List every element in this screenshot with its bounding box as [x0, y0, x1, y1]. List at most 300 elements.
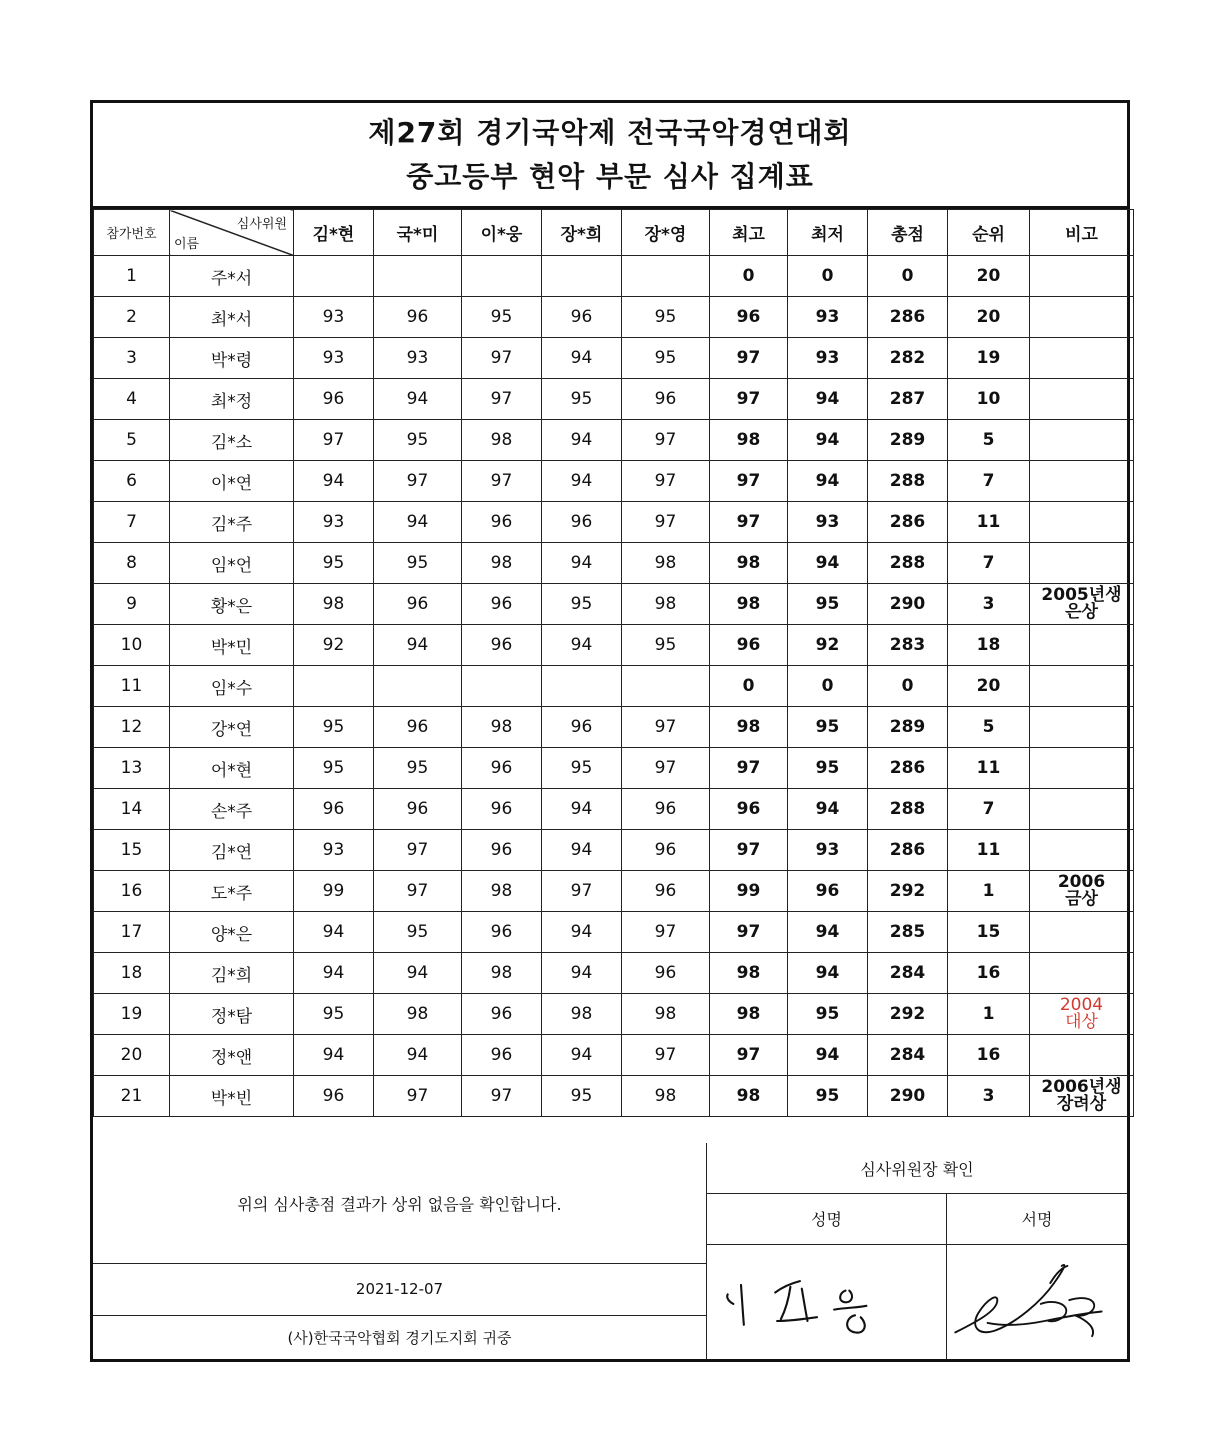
min-score: 94 — [788, 461, 868, 502]
rank: 20 — [948, 297, 1030, 338]
contestant-name: 김*연 — [170, 830, 294, 871]
note — [1030, 256, 1134, 297]
note — [1030, 338, 1134, 379]
note — [1030, 994, 1134, 1035]
header-note: 비고 — [1030, 210, 1134, 256]
contestant-name: 이*연 — [170, 461, 294, 502]
note-line-2: 장려상 — [1056, 1094, 1107, 1114]
judge-score: 96 — [542, 502, 622, 543]
judge-score: 93 — [294, 338, 374, 379]
contestant-name: 김*주 — [170, 502, 294, 543]
total-score: 288 — [868, 461, 948, 502]
total-score: 292 — [868, 994, 948, 1035]
rank: 10 — [948, 379, 1030, 420]
judge-score: 95 — [542, 1076, 622, 1117]
judge-score: 96 — [462, 830, 542, 871]
max-score: 96 — [710, 625, 788, 666]
total-score: 287 — [868, 379, 948, 420]
judge-score: 96 — [542, 297, 622, 338]
judge-score — [462, 666, 542, 707]
max-score: 98 — [710, 584, 788, 625]
judge-score: 94 — [294, 461, 374, 502]
min-score: 94 — [788, 379, 868, 420]
name-label: 성명 — [707, 1193, 947, 1245]
judge-score — [374, 256, 462, 297]
max-score: 97 — [710, 1035, 788, 1076]
note-line-2: 은상 — [1065, 602, 1098, 622]
judge-score: 95 — [622, 338, 710, 379]
max-score: 97 — [710, 379, 788, 420]
max-score: 97 — [710, 748, 788, 789]
judge-score: 95 — [622, 297, 710, 338]
chair-confirm: 심사위원장 확인 — [707, 1143, 1127, 1194]
judge-score: 95 — [294, 543, 374, 584]
judge-score: 96 — [462, 625, 542, 666]
judge-score: 97 — [462, 338, 542, 379]
entry-number: 13 — [94, 748, 170, 789]
max-score: 97 — [710, 461, 788, 502]
note — [1030, 625, 1134, 666]
judge-score: 96 — [462, 502, 542, 543]
judge-score: 97 — [622, 912, 710, 953]
judge-score: 96 — [462, 994, 542, 1035]
judge-score: 97 — [622, 707, 710, 748]
judge-score: 97 — [622, 461, 710, 502]
judge-score: 94 — [542, 543, 622, 584]
judge-score: 97 — [622, 748, 710, 789]
score-table — [93, 209, 1134, 1117]
header-rank: 순위 — [948, 210, 1030, 256]
min-score: 93 — [788, 297, 868, 338]
signature — [947, 1245, 1127, 1359]
judge-score: 94 — [542, 912, 622, 953]
contestant-name: 박*령 — [170, 338, 294, 379]
contestant-name: 김*희 — [170, 953, 294, 994]
contestant-name: 최*정 — [170, 379, 294, 420]
table-row — [94, 666, 1134, 707]
table-row — [94, 707, 1134, 748]
contestant-name: 임*수 — [170, 666, 294, 707]
judge-score: 97 — [462, 379, 542, 420]
judge-score: 95 — [374, 543, 462, 584]
table-row — [94, 584, 1134, 625]
rank: 20 — [948, 666, 1030, 707]
total-score: 0 — [868, 666, 948, 707]
footer-right — [707, 1143, 1127, 1359]
judge-score: 96 — [294, 1076, 374, 1117]
score-rows — [94, 256, 1134, 1117]
min-score: 94 — [788, 543, 868, 584]
contestant-name: 임*언 — [170, 543, 294, 584]
handwritten-name — [707, 1245, 947, 1359]
judge-score: 97 — [542, 871, 622, 912]
judge-score — [622, 666, 710, 707]
judge-score: 97 — [294, 420, 374, 461]
judge-score: 95 — [294, 748, 374, 789]
judge-score: 96 — [374, 707, 462, 748]
judge-score: 98 — [462, 953, 542, 994]
table-row — [94, 379, 1134, 420]
judge-score: 98 — [622, 994, 710, 1035]
note — [1030, 584, 1134, 625]
note — [1030, 871, 1134, 912]
total-score: 288 — [868, 543, 948, 584]
max-score: 96 — [710, 789, 788, 830]
rank: 15 — [948, 912, 1030, 953]
header-name-label: 이름 — [174, 237, 200, 252]
min-score: 96 — [788, 871, 868, 912]
footer-left — [93, 1143, 707, 1359]
note — [1030, 502, 1134, 543]
rank: 3 — [948, 584, 1030, 625]
rank: 3 — [948, 1076, 1030, 1117]
rank: 11 — [948, 748, 1030, 789]
table-row — [94, 543, 1134, 584]
rank: 5 — [948, 420, 1030, 461]
judge-score: 97 — [374, 1076, 462, 1117]
judge-score — [622, 256, 710, 297]
table-row — [94, 420, 1134, 461]
table-row — [94, 830, 1134, 871]
table-row — [94, 748, 1134, 789]
judge-score: 94 — [542, 830, 622, 871]
judge-score: 95 — [374, 912, 462, 953]
table-row — [94, 338, 1134, 379]
judge-score: 94 — [374, 625, 462, 666]
table-row — [94, 994, 1134, 1035]
judge-score: 97 — [374, 461, 462, 502]
judge-score: 94 — [294, 912, 374, 953]
judge-score: 97 — [622, 420, 710, 461]
entry-number: 5 — [94, 420, 170, 461]
note-line-2: 대상 — [1065, 1012, 1098, 1032]
max-score: 98 — [710, 953, 788, 994]
rank: 11 — [948, 502, 1030, 543]
min-score: 95 — [788, 707, 868, 748]
min-score: 94 — [788, 912, 868, 953]
min-score: 95 — [788, 1076, 868, 1117]
note — [1030, 830, 1134, 871]
judge-score: 93 — [374, 338, 462, 379]
judge-score: 94 — [374, 379, 462, 420]
entry-number: 21 — [94, 1076, 170, 1117]
table-row — [94, 1035, 1134, 1076]
judge-score: 98 — [622, 1076, 710, 1117]
judge-score: 94 — [374, 953, 462, 994]
judge-score: 96 — [622, 830, 710, 871]
contestant-name: 황*은 — [170, 584, 294, 625]
judge-score: 96 — [294, 789, 374, 830]
note — [1030, 297, 1134, 338]
total-score: 284 — [868, 953, 948, 994]
judge-score: 97 — [622, 502, 710, 543]
judge-score: 96 — [462, 912, 542, 953]
contestant-name: 정*앤 — [170, 1035, 294, 1076]
judge-score: 95 — [374, 420, 462, 461]
judge-score: 94 — [542, 461, 622, 502]
header-total: 총점 — [868, 210, 948, 256]
contestant-name: 최*서 — [170, 297, 294, 338]
header-judge-name — [170, 210, 294, 256]
footer — [93, 1143, 1127, 1359]
table-row — [94, 502, 1134, 543]
header-num: 참가번호 — [94, 210, 170, 256]
max-score: 98 — [710, 543, 788, 584]
judge-score: 96 — [622, 789, 710, 830]
note — [1030, 953, 1134, 994]
note — [1030, 666, 1134, 707]
total-score: 288 — [868, 789, 948, 830]
min-score: 94 — [788, 789, 868, 830]
rank: 7 — [948, 543, 1030, 584]
judge-score — [294, 256, 374, 297]
entry-number: 9 — [94, 584, 170, 625]
header-max: 최고 — [710, 210, 788, 256]
judge-score: 97 — [462, 461, 542, 502]
note — [1030, 420, 1134, 461]
judge-score: 95 — [374, 748, 462, 789]
header-judge: 김*현 — [294, 210, 374, 256]
rank: 1 — [948, 871, 1030, 912]
min-score: 93 — [788, 830, 868, 871]
rank: 11 — [948, 830, 1030, 871]
rank: 7 — [948, 461, 1030, 502]
header-judge: 장*영 — [622, 210, 710, 256]
min-score: 94 — [788, 420, 868, 461]
judge-score: 93 — [294, 297, 374, 338]
total-score: 282 — [868, 338, 948, 379]
min-score: 93 — [788, 502, 868, 543]
confirm-text: 위의 심사총점 결과가 상위 없음을 확인합니다. — [93, 1143, 706, 1264]
total-score: 289 — [868, 707, 948, 748]
entry-number: 17 — [94, 912, 170, 953]
header-min: 최저 — [788, 210, 868, 256]
judge-score: 96 — [294, 379, 374, 420]
header-judges-label: 심사위원 — [236, 217, 287, 232]
contestant-name: 박*민 — [170, 625, 294, 666]
min-score: 94 — [788, 953, 868, 994]
header-judge: 국*미 — [374, 210, 462, 256]
judge-score: 94 — [374, 502, 462, 543]
max-score: 97 — [710, 338, 788, 379]
judge-score: 94 — [294, 953, 374, 994]
judge-score — [374, 666, 462, 707]
entry-number: 11 — [94, 666, 170, 707]
contestant-name: 도*주 — [170, 871, 294, 912]
min-score: 0 — [788, 256, 868, 297]
max-score: 97 — [710, 830, 788, 871]
entry-number: 20 — [94, 1035, 170, 1076]
total-score: 286 — [868, 502, 948, 543]
header-row — [94, 210, 1134, 256]
note — [1030, 1076, 1134, 1117]
title-block — [93, 103, 1127, 209]
contestant-name: 어*현 — [170, 748, 294, 789]
total-score: 0 — [868, 256, 948, 297]
signature-image — [947, 1245, 1127, 1359]
contestant-name: 정*탐 — [170, 994, 294, 1035]
table-row — [94, 297, 1134, 338]
contestant-name: 손*주 — [170, 789, 294, 830]
note — [1030, 789, 1134, 830]
note-line-1: 2006 — [1057, 872, 1106, 892]
judge-score — [542, 256, 622, 297]
judge-score: 96 — [374, 297, 462, 338]
table-row — [94, 789, 1134, 830]
max-score: 98 — [710, 707, 788, 748]
contestant-name: 김*소 — [170, 420, 294, 461]
table-row — [94, 461, 1134, 502]
entry-number: 6 — [94, 461, 170, 502]
judge-score: 96 — [462, 584, 542, 625]
judge-score: 95 — [294, 994, 374, 1035]
entry-number: 18 — [94, 953, 170, 994]
min-score: 93 — [788, 338, 868, 379]
rank: 16 — [948, 953, 1030, 994]
total-score: 290 — [868, 584, 948, 625]
entry-number: 14 — [94, 789, 170, 830]
rank: 20 — [948, 256, 1030, 297]
judge-score: 95 — [542, 584, 622, 625]
note — [1030, 461, 1134, 502]
entry-number: 7 — [94, 502, 170, 543]
rank: 5 — [948, 707, 1030, 748]
total-score: 292 — [868, 871, 948, 912]
min-score: 95 — [788, 994, 868, 1035]
entry-number: 16 — [94, 871, 170, 912]
note-line-1: 2004 — [1059, 995, 1104, 1015]
entry-number: 15 — [94, 830, 170, 871]
note — [1030, 543, 1134, 584]
contestant-name: 양*은 — [170, 912, 294, 953]
judge-score: 96 — [622, 953, 710, 994]
total-score: 289 — [868, 420, 948, 461]
score-sheet — [90, 100, 1130, 1362]
note-line-1: 2005년생 — [1041, 585, 1122, 605]
organization: (사)한국국악협회 경기도지회 귀중 — [287, 1328, 512, 1347]
judge-score: 94 — [542, 953, 622, 994]
total-score: 286 — [868, 297, 948, 338]
entry-number: 8 — [94, 543, 170, 584]
rank: 19 — [948, 338, 1030, 379]
judge-score: 98 — [622, 584, 710, 625]
table-row — [94, 256, 1134, 297]
judge-score: 97 — [622, 1035, 710, 1076]
judge-score: 96 — [462, 1035, 542, 1076]
judge-score: 94 — [542, 338, 622, 379]
judge-score: 98 — [462, 707, 542, 748]
judge-score: 94 — [374, 1035, 462, 1076]
total-score: 286 — [868, 748, 948, 789]
judge-score: 98 — [462, 420, 542, 461]
header-judge: 이*웅 — [462, 210, 542, 256]
date: 2021-12-07 — [93, 1263, 706, 1316]
note — [1030, 748, 1134, 789]
entry-number: 19 — [94, 994, 170, 1035]
title-line-1: 제27회 경기국악제 전국국악경연대회 — [368, 115, 852, 149]
max-score: 98 — [710, 420, 788, 461]
sign-label: 서명 — [947, 1193, 1127, 1245]
judge-score: 95 — [294, 707, 374, 748]
judge-score: 92 — [294, 625, 374, 666]
judge-score: 95 — [462, 297, 542, 338]
entry-number: 12 — [94, 707, 170, 748]
max-score: 96 — [710, 297, 788, 338]
judge-score: 96 — [462, 789, 542, 830]
max-score: 98 — [710, 1076, 788, 1117]
max-score: 97 — [710, 912, 788, 953]
judge-score: 94 — [294, 1035, 374, 1076]
note-line-2: 금상 — [1065, 889, 1098, 909]
judge-score: 95 — [622, 625, 710, 666]
judge-score: 97 — [462, 1076, 542, 1117]
min-score: 0 — [788, 666, 868, 707]
table-row — [94, 625, 1134, 666]
judge-score: 93 — [294, 502, 374, 543]
entry-number: 2 — [94, 297, 170, 338]
min-score: 95 — [788, 748, 868, 789]
rank: 16 — [948, 1035, 1030, 1076]
total-score: 284 — [868, 1035, 948, 1076]
header-judge: 장*희 — [542, 210, 622, 256]
total-score: 286 — [868, 830, 948, 871]
max-score: 99 — [710, 871, 788, 912]
note — [1030, 1035, 1134, 1076]
entry-number: 4 — [94, 379, 170, 420]
min-score: 92 — [788, 625, 868, 666]
total-score: 290 — [868, 1076, 948, 1117]
contestant-name: 박*빈 — [170, 1076, 294, 1117]
title-line-2: 중고등부 현악 부문 심사 집계표 — [406, 159, 814, 193]
entry-number: 10 — [94, 625, 170, 666]
note-line-1: 2006년생 — [1041, 1077, 1122, 1097]
judge-score: 95 — [542, 748, 622, 789]
judge-score: 96 — [622, 871, 710, 912]
rank: 1 — [948, 994, 1030, 1035]
note — [1030, 379, 1134, 420]
judge-score: 97 — [374, 871, 462, 912]
handwritten-name-image — [707, 1245, 946, 1359]
total-score: 283 — [868, 625, 948, 666]
judge-score: 96 — [374, 789, 462, 830]
rank: 7 — [948, 789, 1030, 830]
table-row — [94, 912, 1134, 953]
note — [1030, 912, 1134, 953]
judge-score: 94 — [542, 789, 622, 830]
rank: 18 — [948, 625, 1030, 666]
judge-score — [294, 666, 374, 707]
judge-score — [542, 666, 622, 707]
judge-score: 98 — [462, 871, 542, 912]
judge-score: 99 — [294, 871, 374, 912]
judge-score: 94 — [542, 1035, 622, 1076]
judge-score: 94 — [542, 420, 622, 461]
judge-score: 98 — [622, 543, 710, 584]
judge-score: 95 — [542, 379, 622, 420]
judge-score: 98 — [542, 994, 622, 1035]
judge-score: 96 — [622, 379, 710, 420]
judge-score: 96 — [542, 707, 622, 748]
judge-score: 98 — [462, 543, 542, 584]
max-score: 97 — [710, 502, 788, 543]
judge-score: 94 — [542, 625, 622, 666]
min-score: 94 — [788, 1035, 868, 1076]
max-score: 98 — [710, 994, 788, 1035]
judge-score: 96 — [374, 584, 462, 625]
table-row — [94, 871, 1134, 912]
max-score: 0 — [710, 666, 788, 707]
entry-number: 3 — [94, 338, 170, 379]
